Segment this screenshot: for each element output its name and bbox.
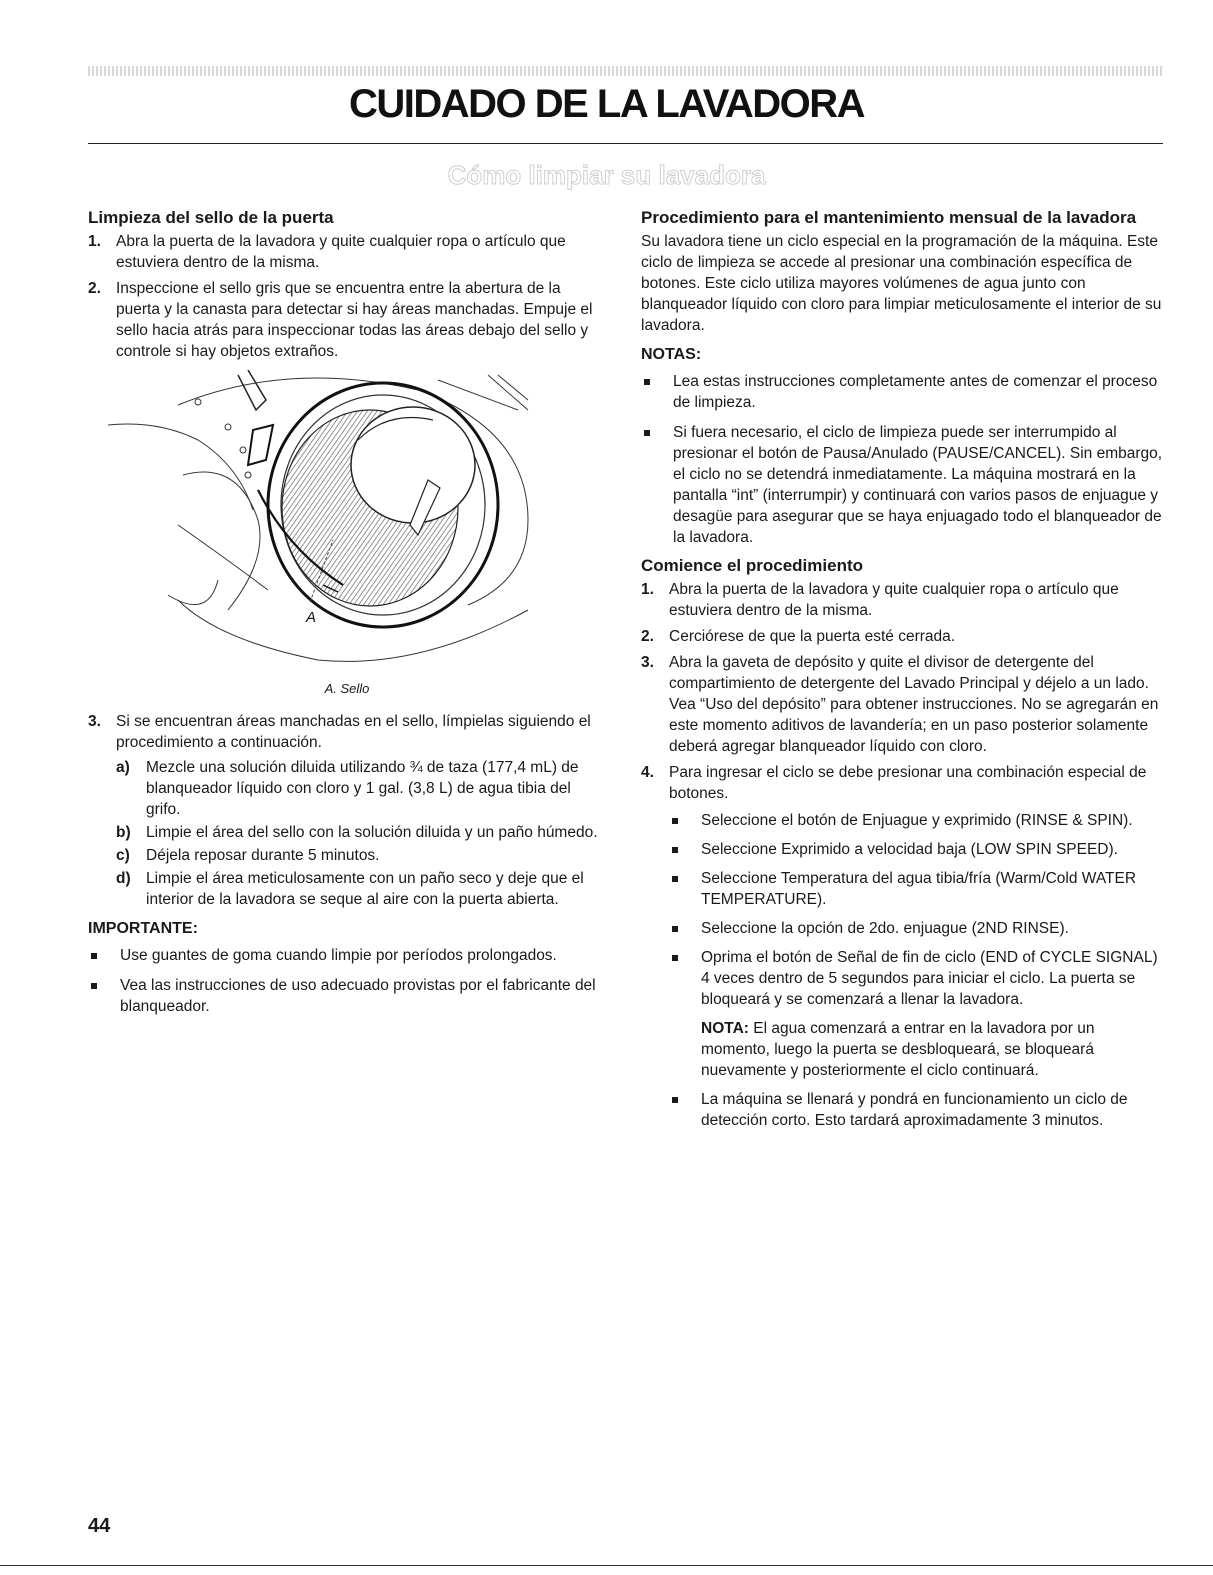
cycle-note (669, 1018, 1163, 1081)
step-item (641, 762, 1163, 1131)
button-step-item (669, 839, 1163, 860)
substep-text: Limpie el área meticulosamente con un paño seco y deje que el interior de la lavadora se seque al aire con la puerta abierta. (146, 870, 584, 908)
right-column (641, 207, 1163, 1139)
final-bullet-list (669, 1089, 1163, 1131)
important-text: Vea las instrucciones de uso adecuado provistas por el fabricante del blanqueador. (120, 977, 596, 1015)
note-text: Si fuera necesario, el ciclo de limpieza puede ser interrumpido al presionar el botón de Pausa/Anulado (PAUSE/CANCEL). Sin embargo, el ciclo no se detendrá inmediatamente. La máquina mostrará en la pantalla “int” (interrumpir) y continuará con varios pasos de enjuague y desagüe para asegurar que se haya enjuagado todo el blanqueador de la lavadora. (673, 424, 1163, 546)
square-bullet-icon (91, 953, 97, 959)
step-item (641, 652, 1163, 757)
door-seal-illustration (88, 370, 606, 672)
step-text: Abra la puerta de la lavadora y quite cualquier ropa o artículo que estuviera dentro de la misma. (116, 233, 566, 271)
door-seal-steps-continued (88, 711, 606, 910)
figure-caption: A. Sello (324, 681, 370, 696)
step-number: 3. (641, 654, 654, 671)
button-step-item (669, 1089, 1163, 1131)
begin-procedure-title: Comience el procedimiento (641, 556, 863, 575)
button-step-text: La máquina se llenará y pondrá en funcionamiento un ciclo de detección corto. Esto tardará aproximadamente 3 minutos. (701, 1091, 1128, 1129)
step-text: Para ingresar el ciclo se debe presionar una combinación especial de botones. (669, 764, 1147, 802)
door-seal-section-title: Limpieza del sello de la puerta (88, 208, 334, 227)
step-text: Abra la gaveta de depósito y quite el divisor de detergente del compartimiento de detergente del Lavado Principal y déjelo a un lado. Vea “Uso del depósito” para obtener instrucciones. No se agregarán en este momento aditivos de lavandería; en un paso posterior solamente deberá agregar blanqueador líquido con cloro. (669, 654, 1159, 755)
important-item (88, 945, 606, 966)
step-number: 2. (88, 280, 101, 297)
step-item (88, 231, 606, 273)
important-text: Use guantes de goma cuando limpie por períodos prolongados. (120, 947, 557, 964)
page-title: CUIDADO DE LA LAVADORA (348, 82, 865, 126)
title-divider (88, 143, 1163, 144)
cleaning-substeps (116, 757, 606, 910)
step-text: Cerciórese de que la puerta esté cerrada. (669, 628, 956, 645)
note-item (641, 371, 1163, 413)
substep-item (116, 868, 606, 910)
notes-list (641, 371, 1163, 548)
button-step-text: Seleccione Exprimido a velocidad baja (LOW SPIN SPEED). (701, 841, 1118, 858)
important-list (88, 945, 606, 1017)
substep-letter: d) (116, 870, 131, 887)
button-combination-list (669, 810, 1163, 1010)
step-item (641, 579, 1163, 621)
substep-item (116, 757, 606, 820)
note-item (641, 422, 1163, 548)
important-item (88, 975, 606, 1017)
square-bullet-icon (672, 847, 678, 853)
substep-letter: c) (116, 847, 130, 864)
step-item (641, 626, 1163, 647)
footer-divider (0, 1565, 1213, 1566)
square-bullet-icon (91, 983, 97, 989)
note-text: Lea estas instrucciones completamente antes de comenzar el proceso de limpieza. (673, 373, 1158, 411)
washer-door-seal-drawing (88, 370, 606, 672)
square-bullet-icon (644, 379, 650, 385)
figure-callout-a: A (306, 609, 317, 626)
step-item (88, 711, 606, 910)
button-step-text: Seleccione la opción de 2do. enjuague (2ND RINSE). (701, 920, 1069, 937)
monthly-maintenance-intro: Su lavadora tiene un ciclo especial en la programación de la máquina. Este ciclo de limpieza se accede al presionar una combinación específica de botones. Este ciclo utiliza mayores volúmenes de agua junto con blanqueador líquido con cloro para limpiar meticulosamente el interior de su lavadora. (641, 233, 1162, 334)
note-label: NOTA: (701, 1020, 749, 1037)
substep-item (116, 845, 606, 866)
header-decorative-bar (88, 66, 1163, 76)
square-bullet-icon (672, 818, 678, 824)
square-bullet-icon (672, 876, 678, 882)
square-bullet-icon (672, 926, 678, 932)
step-text: Si se encuentran áreas manchadas en el sello, límpielas siguiendo el procedimiento a continuación. (116, 713, 591, 751)
substep-text: Mezcle una solución diluida utilizando ¾ de taza (177,4 mL) de blanqueador líquido con cloro y 1 gal. (3,8 L) de agua tibia del grifo. (146, 759, 579, 818)
square-bullet-icon (672, 1097, 678, 1103)
important-label: IMPORTANTE: (88, 920, 198, 937)
step-number: 2. (641, 628, 654, 645)
page-number: 44 (88, 1515, 111, 1537)
button-step-text: Oprima el botón de Señal de fin de ciclo (END of CYCLE SIGNAL) 4 veces dentro de 5 segundos para iniciar el ciclo. La puerta se bloqueará y se comenzará a llenar la lavadora. (701, 949, 1158, 1008)
step-text: Inspeccione el sello gris que se encuentra entre la abertura de la puerta y la canasta para detectar si hay áreas manchadas. Empuje el sello hacia atrás para inspeccionar todas las áreas debajo del sello y controle si hay objetos extraños. (116, 280, 593, 360)
square-bullet-icon (672, 955, 678, 961)
monthly-maintenance-title: Procedimiento para el mantenimiento mensual de la lavadora (641, 208, 1137, 227)
substep-text: Limpie el área del sello con la solución diluida y un paño húmedo. (146, 824, 598, 841)
step-number: 1. (88, 233, 101, 250)
step-text: Abra la puerta de la lavadora y quite cualquier ropa o artículo que estuviera dentro de la misma. (669, 581, 1119, 619)
button-step-item (669, 918, 1163, 939)
page-subtitle: Cómo limpiar su lavadora (447, 160, 766, 190)
button-step-text: Seleccione el botón de Enjuague y exprimido (RINSE & SPIN). (701, 812, 1133, 829)
substep-letter: a) (116, 759, 130, 776)
substep-text: Déjela reposar durante 5 minutos. (146, 847, 380, 864)
step-item (88, 278, 606, 362)
left-column (88, 207, 606, 1026)
notes-label: NOTAS: (641, 346, 702, 363)
substep-letter: b) (116, 824, 131, 841)
button-step-item (669, 947, 1163, 1010)
button-step-item (669, 868, 1163, 910)
step-number: 3. (88, 713, 101, 730)
procedure-steps (641, 579, 1163, 1131)
button-step-item (669, 810, 1163, 831)
note-text: El agua comenzará a entrar en la lavadora por un momento, luego la puerta se desbloqueará, se bloqueará nuevamente y posteriormente el ciclo continuará. (701, 1020, 1095, 1079)
door-seal-steps (88, 231, 606, 362)
button-step-text: Seleccione Temperatura del agua tibia/fría (Warm/Cold WATER TEMPERATURE). (701, 870, 1137, 908)
square-bullet-icon (644, 430, 650, 436)
step-number: 4. (641, 764, 654, 781)
step-number: 1. (641, 581, 654, 598)
substep-item (116, 822, 606, 843)
